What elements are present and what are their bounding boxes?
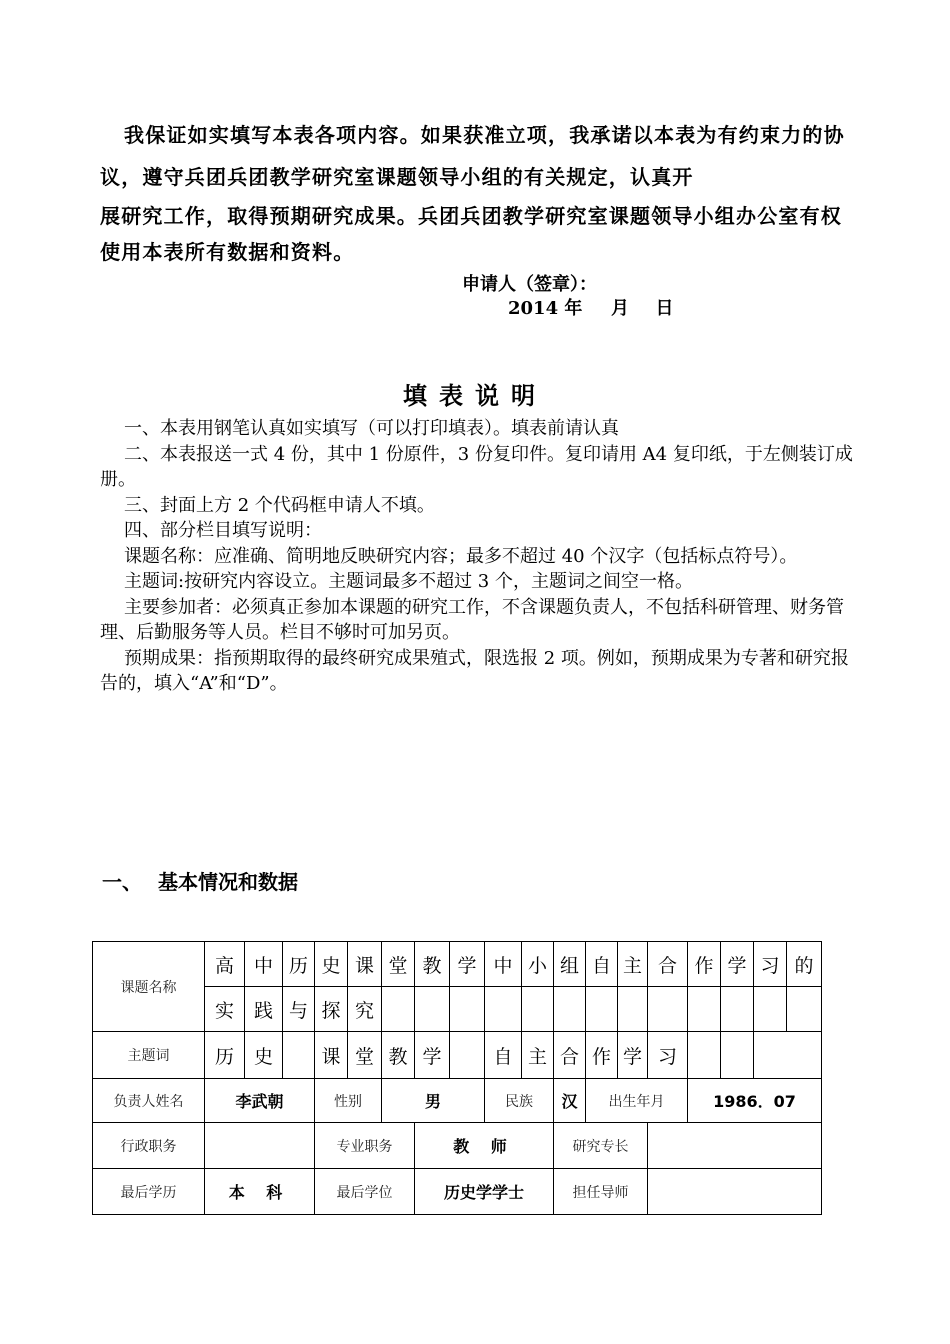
topic-char-cell[interactable]: 究 xyxy=(348,987,382,1032)
education-row xyxy=(93,1169,822,1215)
keyword-char-cell[interactable]: 合 xyxy=(554,1032,586,1079)
topic-char-cell[interactable] xyxy=(688,987,721,1032)
topic-char-cell[interactable] xyxy=(787,987,822,1032)
keyword-char-cell[interactable]: 堂 xyxy=(348,1032,382,1079)
leader-row xyxy=(93,1079,822,1123)
topic-char-cell[interactable]: 中 xyxy=(245,942,283,987)
topic-row-1 xyxy=(93,942,822,987)
keyword-char-cell[interactable]: 学 xyxy=(618,1032,648,1079)
topic-char-cell[interactable]: 学 xyxy=(450,942,485,987)
keyword-char-cell[interactable] xyxy=(283,1032,315,1079)
advisor-value[interactable] xyxy=(648,1169,822,1215)
topic-char-cell[interactable]: 践 xyxy=(245,987,283,1032)
topic-label: 课题名称 xyxy=(93,942,205,1032)
keyword-char-cell[interactable] xyxy=(754,1032,822,1079)
topic-char-cell[interactable] xyxy=(415,987,450,1032)
admin-post-value[interactable] xyxy=(205,1123,315,1169)
education-value[interactable]: 本 科 xyxy=(205,1169,315,1215)
applicant-signature-label: 申请人（签章）： xyxy=(462,274,597,295)
topic-char-cell[interactable]: 高 xyxy=(205,942,245,987)
keywords-row xyxy=(93,1032,822,1079)
signature-date xyxy=(508,294,674,320)
admin-post-label: 行政职务 xyxy=(93,1123,205,1169)
keyword-char-cell[interactable]: 学 xyxy=(415,1032,450,1079)
topic-char-cell[interactable] xyxy=(522,987,554,1032)
topic-char-cell[interactable] xyxy=(554,987,586,1032)
leader-name-value[interactable]: 李武朝 xyxy=(205,1079,315,1123)
degree-label: 最后学位 xyxy=(315,1169,415,1215)
pledge-text-2: 展研究工作，取得预期研究成果。兵团兵团教学研究室课题领导小组办公室有权使用本表所有数据和资料。 xyxy=(100,204,842,264)
note-item: 课题名称：应准确、简明地反映研究内容；最多不超过 40 个汉字（包括标点符号）。 xyxy=(124,545,798,567)
keyword-char-cell[interactable]: 史 xyxy=(245,1032,283,1079)
section-title xyxy=(102,866,298,895)
pledge-text-1: 我保证如实填写本表各项内容。如果获准立项，我承诺以本表为有约束力的协议，遵守兵团兵团教学研究室课题领导小组的有关规定，认真开 xyxy=(100,123,845,189)
topic-char-cell[interactable]: 组 xyxy=(554,942,586,987)
keyword-char-cell[interactable] xyxy=(450,1032,485,1079)
note-item: 主要参加者：必须真正参加本课题的研究工作，不含课题负责人，不包括科研管理、财务管理、后勤服务等人员。栏目不够时可加另页。 xyxy=(100,596,844,643)
prof-post-label: 专业职务 xyxy=(315,1123,415,1169)
specialty-label: 研究专长 xyxy=(554,1123,648,1169)
topic-char-cell[interactable]: 与 xyxy=(283,987,315,1032)
notes-title: 填表说明 xyxy=(403,381,547,410)
topic-char-cell[interactable]: 合 xyxy=(648,942,688,987)
note-item: 四、部分栏目填写说明： xyxy=(124,520,322,541)
note-item: 三、封面上方 2 个代码框申请人不填。 xyxy=(124,494,435,516)
specialty-value[interactable] xyxy=(648,1123,822,1169)
topic-char-cell[interactable] xyxy=(618,987,648,1032)
topic-char-cell[interactable]: 探 xyxy=(315,987,348,1032)
ethnicity-label: 民族 xyxy=(485,1079,554,1123)
birth-value[interactable]: 1986．07 xyxy=(688,1079,822,1123)
keyword-char-cell[interactable]: 历 xyxy=(205,1032,245,1079)
birth-label: 出生年月 xyxy=(586,1079,688,1123)
basic-info-table xyxy=(92,941,822,1215)
leader-label: 负责人姓名 xyxy=(93,1079,205,1123)
topic-char-cell[interactable]: 主 xyxy=(618,942,648,987)
note-item: 预期成果：指预期取得的最终研究成果殖式，限选报 2 项。例如，预期成果为专著和研究报告的，填入“A”和“D”。 xyxy=(100,647,849,694)
keyword-char-cell[interactable]: 作 xyxy=(586,1032,618,1079)
topic-char-cell[interactable]: 习 xyxy=(754,942,787,987)
note-item: 一、本表用钢笔认真如实填写（可以打印填表）。填表前请认真 xyxy=(124,418,619,439)
topic-char-cell[interactable]: 小 xyxy=(522,942,554,987)
topic-char-cell[interactable]: 课 xyxy=(348,942,382,987)
topic-char-cell[interactable]: 作 xyxy=(688,942,721,987)
topic-char-cell[interactable] xyxy=(382,987,415,1032)
topic-char-cell[interactable] xyxy=(648,987,688,1032)
degree-value[interactable]: 历史学学士 xyxy=(415,1169,554,1215)
note-item: 主题词:按研究内容设立。主题词最多不超过 3 个，主题词之间空一格。 xyxy=(124,571,693,592)
date-day: 日 xyxy=(655,298,674,319)
topic-char-cell[interactable]: 自 xyxy=(586,942,618,987)
keyword-char-cell[interactable]: 课 xyxy=(315,1032,348,1079)
topic-char-cell[interactable]: 教 xyxy=(415,942,450,987)
keyword-char-cell[interactable] xyxy=(688,1032,721,1079)
topic-char-cell[interactable]: 历 xyxy=(283,942,315,987)
topic-char-cell[interactable] xyxy=(586,987,618,1032)
post-row xyxy=(93,1123,822,1169)
topic-char-cell[interactable] xyxy=(485,987,522,1032)
topic-char-cell[interactable]: 中 xyxy=(485,942,522,987)
topic-char-cell[interactable]: 实 xyxy=(205,987,245,1032)
notes-body xyxy=(100,416,862,697)
topic-char-cell[interactable]: 学 xyxy=(721,942,754,987)
topic-char-cell[interactable] xyxy=(450,987,485,1032)
gender-value[interactable]: 男 xyxy=(382,1079,485,1123)
keywords-label: 主题词 xyxy=(93,1032,205,1079)
keyword-char-cell[interactable]: 自 xyxy=(485,1032,522,1079)
keyword-char-cell[interactable]: 主 xyxy=(522,1032,554,1079)
topic-char-cell[interactable] xyxy=(721,987,754,1032)
date-year: 2014 年 xyxy=(508,298,583,319)
prof-post-value[interactable]: 教 师 xyxy=(415,1123,554,1169)
ethnicity-value[interactable]: 汉 xyxy=(554,1079,586,1123)
topic-char-cell[interactable]: 的 xyxy=(787,942,822,987)
topic-char-cell[interactable] xyxy=(754,987,787,1032)
note-item: 二、本表报送一式 4 份，其中 1 份原件，3 份复印件。复印请用 A4 复印纸，于左侧装订成册。 xyxy=(100,443,853,490)
advisor-label: 担任导师 xyxy=(554,1169,648,1215)
education-label: 最后学历 xyxy=(93,1169,205,1215)
section-number: 一、 xyxy=(102,870,142,894)
date-month: 月 xyxy=(610,298,629,319)
topic-char-cell[interactable]: 史 xyxy=(315,942,348,987)
keyword-char-cell[interactable]: 习 xyxy=(648,1032,688,1079)
keyword-char-cell[interactable] xyxy=(721,1032,754,1079)
topic-char-cell[interactable]: 堂 xyxy=(382,942,415,987)
section-heading: 基本情况和数据 xyxy=(158,870,298,894)
gender-label: 性别 xyxy=(315,1079,382,1123)
keyword-char-cell[interactable]: 教 xyxy=(382,1032,415,1079)
